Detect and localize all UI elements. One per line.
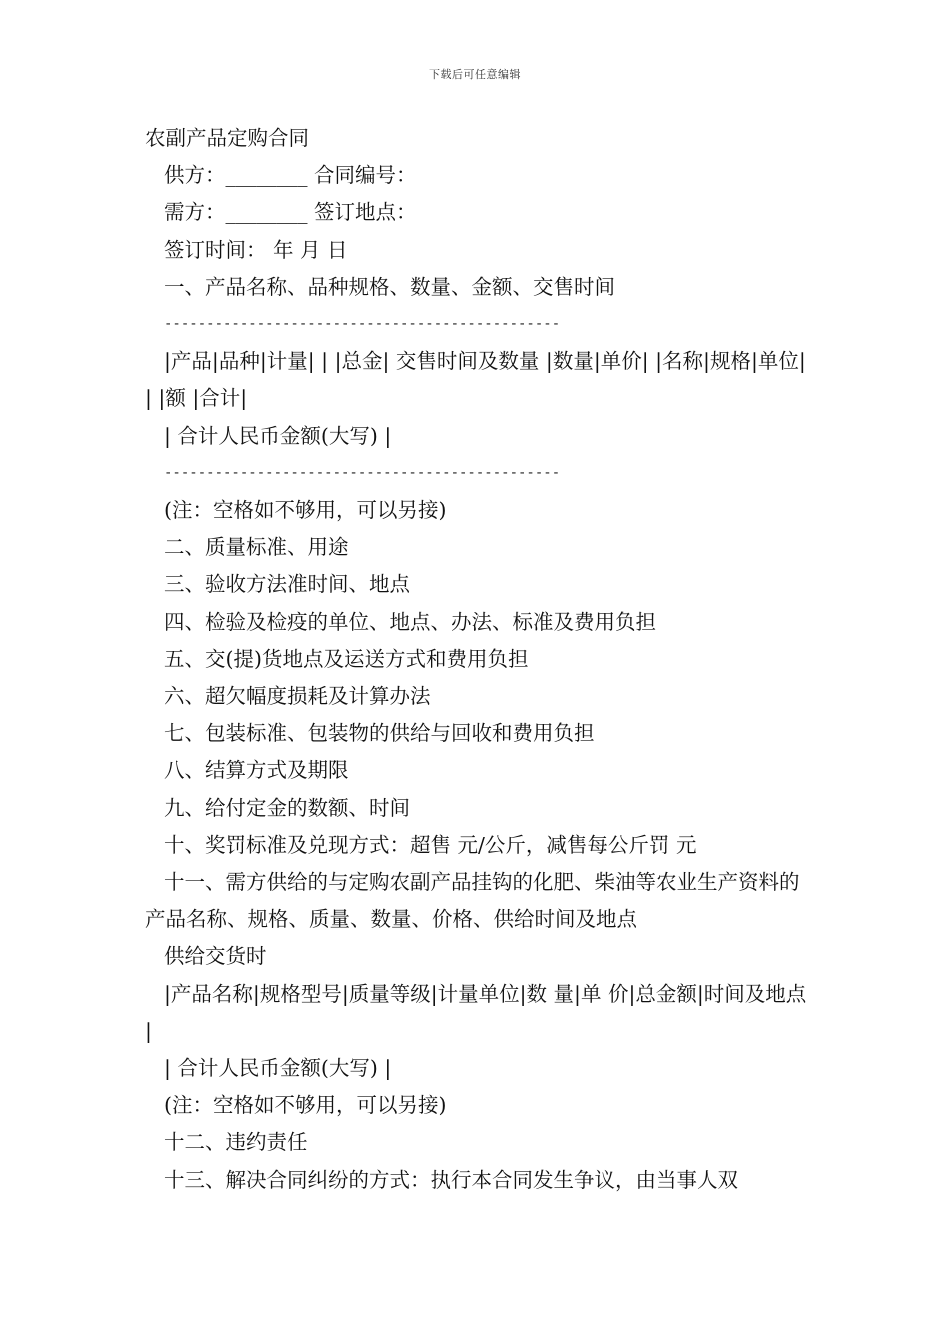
table-rule-bottom: -----------------------------------------------	[164, 464, 561, 481]
section-3: 三、验收方法准时间、地点	[164, 572, 410, 597]
section-1-heading: 一、产品名称、品种规格、数量、金额、交售时间	[164, 274, 615, 299]
supply-table-header-row: |产品名称|规格型号|质量等级|计量单位|数 量|单 价|总金额|时间及地点 |	[145, 981, 807, 1043]
section-13: 十三、解决合同纠纷的方式：执行本合同发生争议，由当事人双	[164, 1167, 738, 1192]
section-5: 五、交(提)货地点及运送方式和费用负担	[164, 646, 529, 671]
section-8: 八、结算方式及期限	[164, 758, 349, 783]
table-total-row: | 合计人民币金额(大写) |	[164, 423, 392, 448]
section-12: 十二、违约责任	[164, 1130, 308, 1155]
table-rule-top: -----------------------------------------------	[164, 316, 561, 333]
buyer-line: 需方：________ 签订地点：	[164, 200, 417, 225]
section-9: 九、给付定金的数额、时间	[164, 795, 410, 820]
header-note: 下载后可任意编辑	[429, 68, 521, 81]
signing-time-line: 签订时间： 年 月 日	[164, 237, 348, 262]
document-body	[145, 120, 810, 1199]
section-6: 六、超欠幅度损耗及计算办法	[164, 684, 431, 709]
supply-delivery-line: 供给交货时	[164, 944, 267, 969]
supplier-line: 供方：________ 合同编号：	[164, 163, 417, 188]
section-7: 七、包装标准、包装物的供给与回收和费用负担	[164, 721, 595, 746]
section-10: 十、奖罚标准及兑现方式：超售 元/公斤，减售每公斤罚 元	[164, 832, 697, 857]
supply-note-line: (注：空格如不够用，可以另接)	[164, 1093, 447, 1118]
note-line: (注：空格如不够用，可以另接)	[164, 498, 447, 523]
section-11: 十一、需方供给的与定购农副产品挂钩的化肥、柴油等农业生产资料的产品名称、规格、质量、数量、价格、供给时间及地点	[145, 870, 800, 932]
section-2: 二、质量标准、用途	[164, 535, 349, 560]
table-header-row: |产品|品种|计量| | |总金| 交售时间及数量 |数量|单价| |名称|规格|单位| | |额 |合计|	[145, 349, 806, 411]
section-4: 四、检验及检疫的单位、地点、办法、标准及费用负担	[164, 609, 656, 634]
supply-table-total-row: | 合计人民币金额(大写) |	[164, 1056, 392, 1081]
document-title: 农副产品定购合同	[145, 126, 309, 150]
